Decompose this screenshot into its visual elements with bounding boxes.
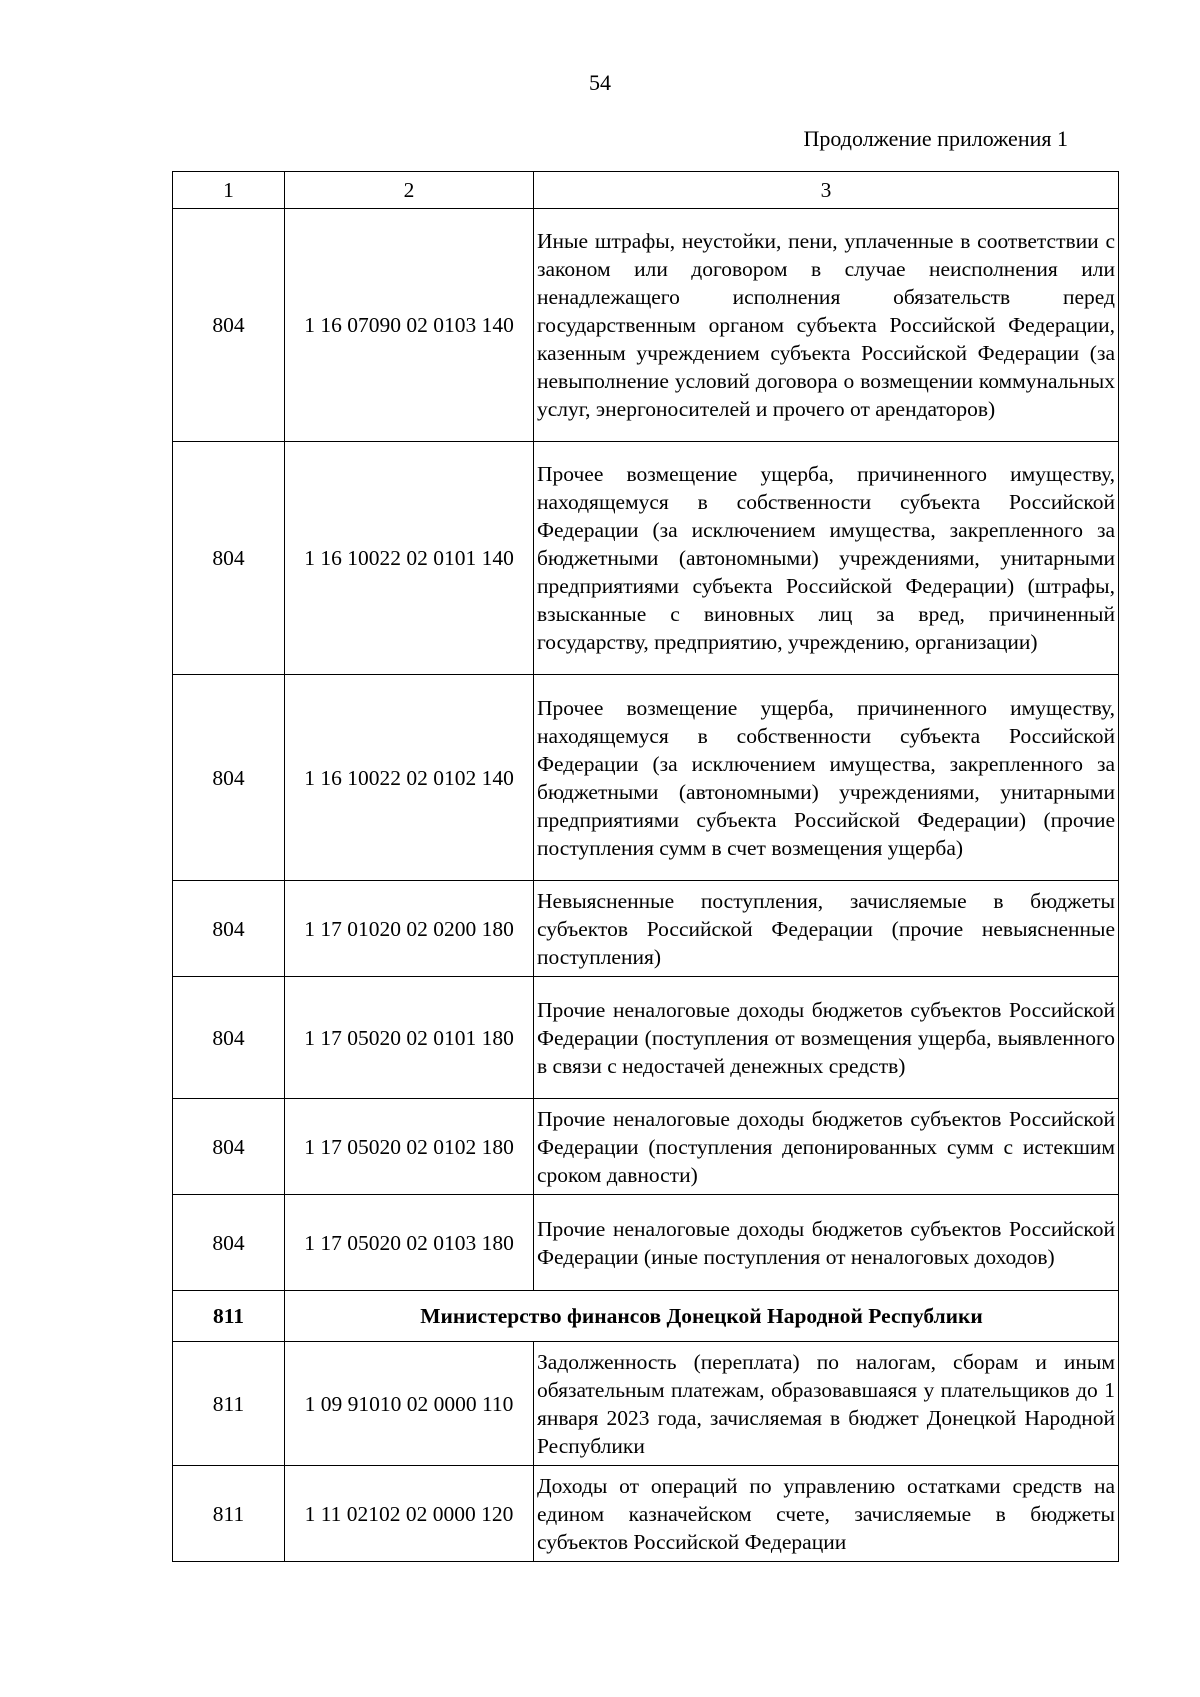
admin-code-cell: 804 bbox=[173, 209, 285, 442]
table-row bbox=[173, 977, 1119, 1099]
description-cell: Прочие неналоговые доходы бюджетов субъектов Российской Федерации (иные поступления от неналоговых доходов) bbox=[534, 1195, 1119, 1291]
table-row bbox=[173, 442, 1119, 675]
table-row bbox=[173, 881, 1119, 977]
revenue-codes-table bbox=[172, 171, 1119, 1562]
table-header-row bbox=[173, 172, 1119, 209]
column-header-1: 1 bbox=[173, 172, 285, 209]
budget-code-cell: 1 16 10022 02 0102 140 bbox=[285, 675, 534, 881]
budget-code-cell: 1 17 01020 02 0200 180 bbox=[285, 881, 534, 977]
description-cell: Иные штрафы, неустойки, пени, уплаченные в соответствии с законом или договором в случае неисполнения или ненадлежащего исполнения обязательств перед государственным органом субъекта Российской Федерации, казенным учреждением субъекта Российской Федерации (за невыполнение условий договора о возмещении коммунальных услуг, энергоносителей и прочего от арендаторов) bbox=[534, 209, 1119, 442]
table-row bbox=[173, 209, 1119, 442]
column-header-2: 2 bbox=[285, 172, 534, 209]
admin-code-cell: 804 bbox=[173, 675, 285, 881]
table-row bbox=[173, 1099, 1119, 1195]
admin-code-cell: 811 bbox=[173, 1466, 285, 1562]
description-cell: Задолженность (переплата) по налогам, сборам и иным обязательным платежам, образовавшаяся у плательщиков до 1 января 2023 года, зачисляемая в бюджет Донецкой Народной Республики bbox=[534, 1342, 1119, 1466]
budget-code-cell: 1 17 05020 02 0103 180 bbox=[285, 1195, 534, 1291]
admin-code-cell: 804 bbox=[173, 1099, 285, 1195]
table-row bbox=[173, 1195, 1119, 1291]
table-row bbox=[173, 1342, 1119, 1466]
budget-code-cell: 1 17 05020 02 0101 180 bbox=[285, 977, 534, 1099]
section-header-row bbox=[173, 1291, 1119, 1342]
description-cell: Прочие неналоговые доходы бюджетов субъектов Российской Федерации (поступления депонированных сумм с истекшим сроком давности) bbox=[534, 1099, 1119, 1195]
description-cell: Прочее возмещение ущерба, причиненного имуществу, находящемуся в собственности субъекта Российской Федерации (за исключением имущества, закрепленного за бюджетными (автономными) учреждениями, унитарными предприятиями субъекта Российской Федерации) (прочие поступления сумм в счет возмещения ущерба) bbox=[534, 675, 1119, 881]
section-code-cell: 811 bbox=[173, 1291, 285, 1342]
description-cell: Прочее возмещение ущерба, причиненного имуществу, находящемуся в собственности субъекта Российской Федерации (за исключением имущества, закрепленного за бюджетными (автономными) учреждениями, унитарными предприятиями субъекта Российской Федерации) (штрафы, взысканные с виновных лиц за вред, причиненный государству, предприятию, учреждению, организации) bbox=[534, 442, 1119, 675]
budget-code-cell: 1 11 02102 02 0000 120 bbox=[285, 1466, 534, 1562]
admin-code-cell: 804 bbox=[173, 442, 285, 675]
table-row bbox=[173, 675, 1119, 881]
section-title-cell: Министерство финансов Донецкой Народной Республики bbox=[285, 1291, 1119, 1342]
column-header-3: 3 bbox=[534, 172, 1119, 209]
budget-code-cell: 1 17 05020 02 0102 180 bbox=[285, 1099, 534, 1195]
continuation-label: Продолжение приложения 1 bbox=[803, 126, 1068, 151]
budget-code-cell: 1 16 07090 02 0103 140 bbox=[285, 209, 534, 442]
page-number: 54 bbox=[589, 70, 611, 95]
description-cell: Прочие неналоговые доходы бюджетов субъектов Российской Федерации (поступления от возмещения ущерба, выявленного в связи с недостачей денежных средств) bbox=[534, 977, 1119, 1099]
admin-code-cell: 804 bbox=[173, 1195, 285, 1291]
budget-code-cell: 1 16 10022 02 0101 140 bbox=[285, 442, 534, 675]
admin-code-cell: 804 bbox=[173, 977, 285, 1099]
budget-code-cell: 1 09 91010 02 0000 110 bbox=[285, 1342, 534, 1466]
admin-code-cell: 804 bbox=[173, 881, 285, 977]
description-cell: Невыясненные поступления, зачисляемые в бюджеты субъектов Российской Федерации (прочие невыясненные поступления) bbox=[534, 881, 1119, 977]
admin-code-cell: 811 bbox=[173, 1342, 285, 1466]
table-row bbox=[173, 1466, 1119, 1562]
description-cell: Доходы от операций по управлению остатками средств на едином казначейском счете, зачисляемые в бюджеты субъектов Российской Федерации bbox=[534, 1466, 1119, 1562]
